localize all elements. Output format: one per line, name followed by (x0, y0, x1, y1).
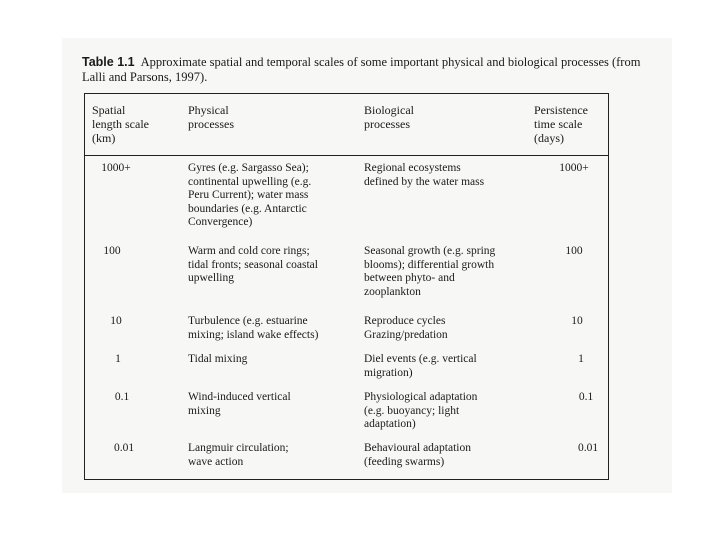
row6-persistence: 0.01 (577, 442, 599, 454)
header-persistence: Persistence time scale (days) (534, 103, 588, 145)
row4-physical: Tidal mixing (188, 353, 248, 365)
row5-physical: Wind-induced vertical mixing (188, 391, 291, 417)
row1-physical: Gyres (e.g. Sargasso Sea); continental upwelling (e.g. Peru Current); water mass boundaries (e.g. Antarctic Convergence) (188, 162, 312, 228)
row2-biological: Seasonal growth (e.g. spring blooms); differential growth between phyto- and zooplankton (364, 245, 496, 298)
row1-biological: Regional ecosystems defined by the water mass (364, 162, 485, 188)
row1-spatial: 1000+ (101, 162, 131, 174)
row6-spatial: 0.01 (113, 442, 135, 454)
row2-physical: Warm and cold core rings; tidal fronts; seasonal coastal upwelling (188, 245, 318, 284)
row5-biological: Physiological adaptation (e.g. buoyancy; light adaptation) (364, 391, 478, 430)
row2-spatial: 100 (103, 245, 121, 257)
row5-persistence: 0.1 (578, 391, 594, 403)
row6-biological: Behavioural adaptation (feeding swarms) (364, 442, 471, 468)
row3-spatial: 10 (110, 315, 122, 327)
row4-persistence: 1 (578, 353, 584, 365)
header-spatial: Spatial length scale (km) (92, 103, 149, 145)
row3-biological: Reproduce cycles Grazing/predation (364, 315, 448, 341)
table-label: Table 1.1 (82, 55, 135, 69)
row4-spatial: 1 (115, 353, 121, 365)
header-biological: Biological processes (364, 103, 414, 131)
row6-physical: Langmuir circulation; wave action (188, 442, 289, 468)
header-physical: Physical processes (188, 103, 234, 131)
row4-biological: Diel events (e.g. vertical migration) (364, 353, 477, 379)
row5-spatial: 0.1 (114, 391, 130, 403)
header-divider (84, 155, 609, 156)
table-caption (82, 55, 642, 85)
row1-persistence: 1000+ (559, 162, 589, 174)
row3-physical: Turbulence (e.g. estuarine mixing; island wake effects) (188, 315, 319, 341)
row3-persistence: 10 (571, 315, 583, 327)
table-caption-text: Approximate spatial and temporal scales of some important physical and biological processes (from Lalli and Parsons, 1997). (82, 55, 641, 84)
row2-persistence: 100 (565, 245, 583, 257)
